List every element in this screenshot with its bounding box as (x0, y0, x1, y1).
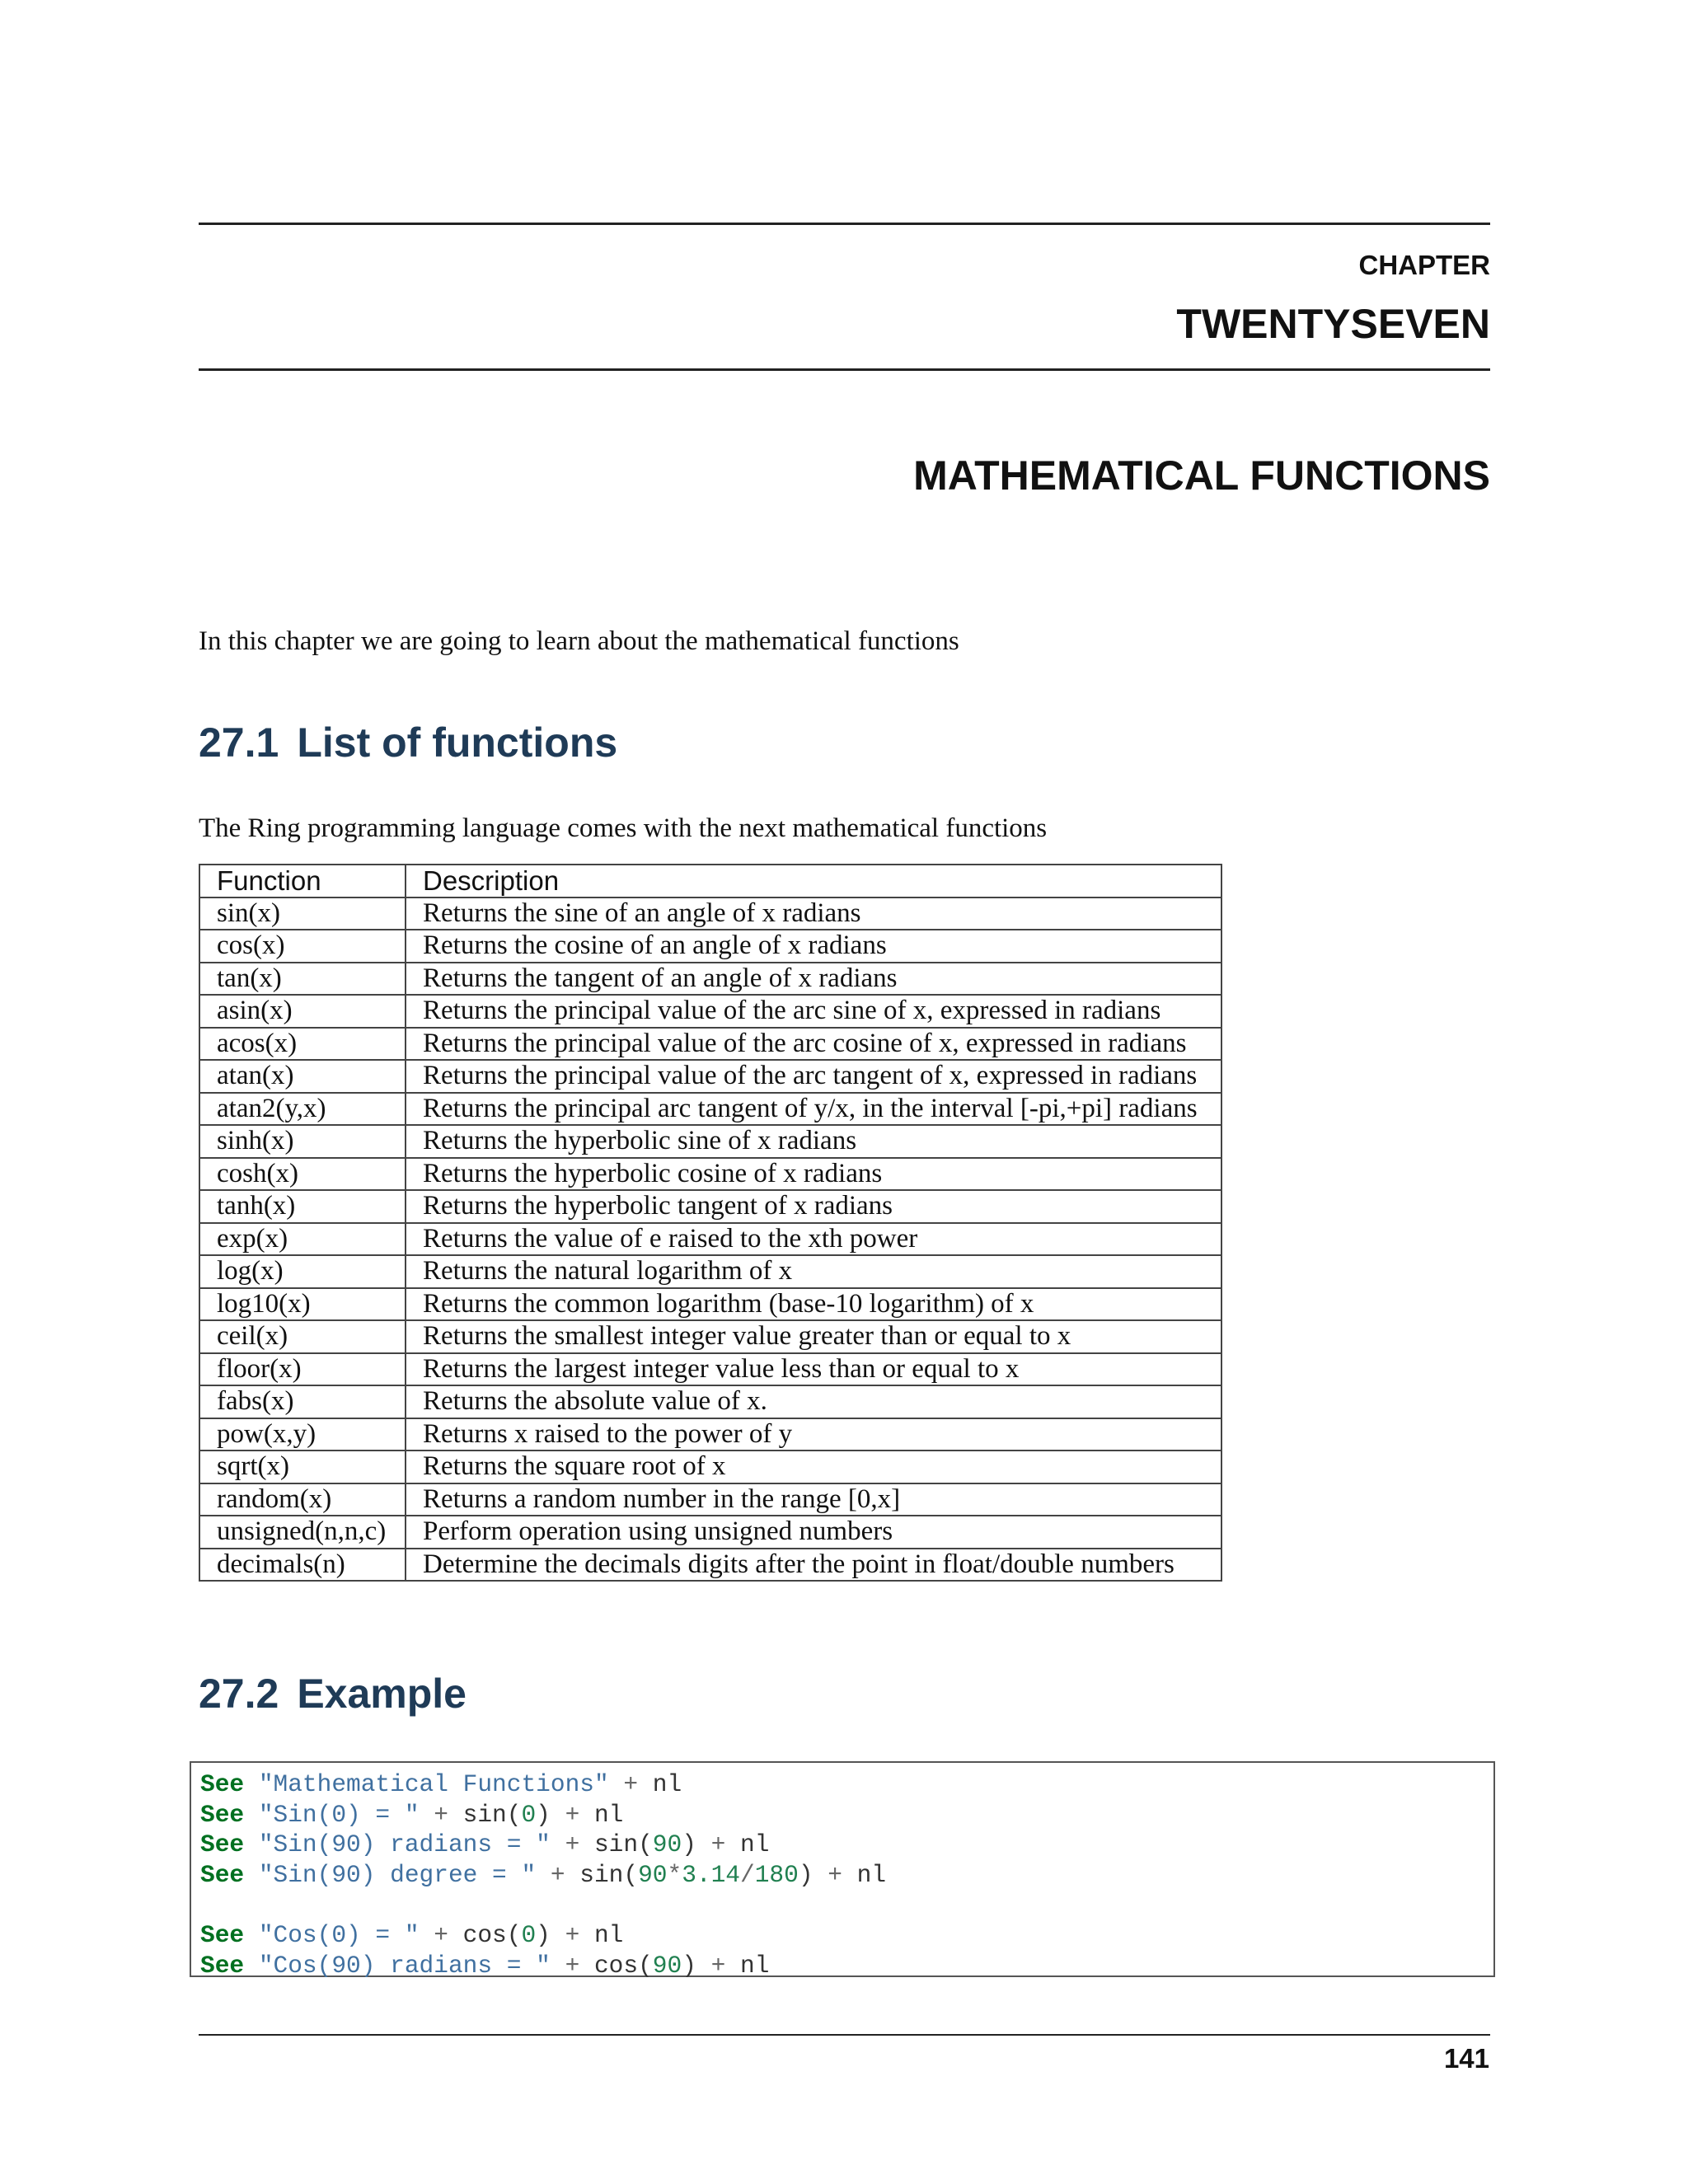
function-name-cell: cosh(x) (199, 1158, 406, 1191)
column-header-function: Function (199, 865, 406, 898)
code-line (200, 1951, 1493, 1981)
column-header-description: Description (406, 865, 1221, 898)
function-description-cell: Returns the natural logarithm of x (406, 1255, 1221, 1288)
code-token: sin( (579, 1830, 653, 1859)
table-row (199, 1223, 1221, 1256)
code-token: "Cos(0) = " (258, 1920, 420, 1949)
code-token: nl (579, 1800, 624, 1829)
function-name-cell: sin(x) (199, 898, 406, 930)
code-token: See (200, 1830, 245, 1859)
table-row (199, 1255, 1221, 1288)
code-token: * (667, 1860, 682, 1889)
code-token: "Mathematical Functions" (258, 1770, 609, 1798)
chapter-rule (199, 368, 1490, 371)
table-row (199, 1418, 1221, 1451)
code-token (609, 1770, 624, 1798)
function-name-cell: tanh(x) (199, 1190, 406, 1223)
code-token: + (565, 1830, 580, 1859)
code-token: + (565, 1800, 580, 1829)
table-row (199, 1190, 1221, 1223)
code-token: ) (536, 1800, 565, 1829)
function-name-cell: fabs(x) (199, 1385, 406, 1418)
table-row (199, 1483, 1221, 1516)
function-name-cell: acos(x) (199, 1028, 406, 1061)
code-token: cos( (448, 1920, 522, 1949)
code-token: sin( (448, 1800, 522, 1829)
function-name-cell: atan(x) (199, 1060, 406, 1093)
function-description-cell: Returns a random number in the range [0,x] (406, 1483, 1221, 1516)
table-row (199, 1516, 1221, 1549)
function-name-cell: sinh(x) (199, 1125, 406, 1158)
function-description-cell: Returns the absolute value of x. (406, 1385, 1221, 1418)
code-token: See (200, 1920, 245, 1949)
function-description-cell: Returns the hyperbolic tangent of x radians (406, 1190, 1221, 1223)
function-description-cell: Returns the sine of an angle of x radians (406, 898, 1221, 930)
table-row (199, 1385, 1221, 1418)
code-token: + (828, 1860, 842, 1889)
code-token: ) (536, 1920, 565, 1949)
code-token (420, 1801, 434, 1829)
code-token (244, 1861, 259, 1889)
code-token: + (550, 1860, 565, 1889)
section-heading-list-of-functions (199, 719, 617, 766)
code-line (200, 1769, 1493, 1800)
code-line (200, 1860, 1493, 1891)
code-token: + (565, 1951, 580, 1980)
table-row (199, 1451, 1221, 1483)
code-token (244, 1952, 259, 1980)
code-token (551, 1830, 565, 1858)
code-line (200, 1920, 1493, 1951)
code-token: "Sin(90) radians = " (258, 1830, 551, 1859)
table-row (199, 1093, 1221, 1126)
code-token: See (200, 1800, 245, 1829)
table-row (199, 995, 1221, 1028)
function-name-cell: random(x) (199, 1483, 406, 1516)
function-description-cell: Returns the value of e raised to the xth power (406, 1223, 1221, 1256)
code-token (244, 1830, 259, 1858)
chapter-title: MATHEMATICAL FUNCTIONS (913, 452, 1490, 499)
function-name-cell: atan2(y,x) (199, 1093, 406, 1126)
table-header-row (199, 865, 1221, 898)
function-name-cell: tan(x) (199, 963, 406, 996)
table-row (199, 1158, 1221, 1191)
function-description-cell: Returns the smallest integer value greater than or equal to x (406, 1320, 1221, 1353)
function-name-cell: cos(x) (199, 930, 406, 963)
function-name-cell: decimals(n) (199, 1549, 406, 1582)
table-row (199, 1353, 1221, 1386)
section-heading-example (199, 1670, 467, 1718)
function-description-cell: Perform operation using unsigned numbers (406, 1516, 1221, 1549)
function-description-cell: Returns the principal arc tangent of y/x, in the interval [-pi,+pi] radians (406, 1093, 1221, 1126)
code-line (200, 1830, 1493, 1860)
function-description-cell: Returns the common logarithm (base-10 logarithm) of x (406, 1288, 1221, 1321)
function-description-cell: Returns the hyperbolic sine of x radians (406, 1125, 1221, 1158)
table-row (199, 898, 1221, 930)
section-number: 27.1 (199, 719, 279, 766)
code-token: + (710, 1951, 726, 1980)
function-name-cell: log10(x) (199, 1288, 406, 1321)
code-token: ) (798, 1860, 828, 1889)
code-token (244, 1801, 259, 1829)
function-description-cell: Returns the principal value of the arc cosine of x, expressed in radians (406, 1028, 1221, 1061)
chapter-label: CHAPTER (1358, 250, 1490, 280)
function-description-cell: Returns the square root of x (406, 1451, 1221, 1483)
top-rule (199, 223, 1490, 225)
code-token: See (200, 1860, 245, 1889)
code-line (200, 1800, 1493, 1830)
table-row (199, 1125, 1221, 1158)
code-token: nl (842, 1860, 887, 1889)
table-row (199, 1288, 1221, 1321)
section-title: Example (297, 1671, 467, 1717)
table-body (199, 898, 1221, 1582)
code-token: / (740, 1860, 755, 1889)
table-row (199, 930, 1221, 963)
function-description-cell: Returns x raised to the power of y (406, 1418, 1221, 1451)
code-token: See (200, 1951, 245, 1980)
code-token: ) (682, 1951, 711, 1980)
code-token (244, 1770, 259, 1798)
code-token: + (434, 1800, 448, 1829)
code-token: + (710, 1830, 726, 1859)
code-token: "Sin(0) = " (258, 1800, 420, 1829)
code-token: "Sin(90) degree = " (258, 1860, 537, 1889)
function-description-cell: Returns the tangent of an angle of x radians (406, 963, 1221, 996)
code-token: See (200, 1770, 245, 1798)
section-intro: The Ring programming language comes with the next mathematical functions (199, 813, 1048, 843)
function-description-cell: Returns the cosine of an angle of x radians (406, 930, 1221, 963)
function-description-cell: Returns the hyperbolic cosine of x radians (406, 1158, 1221, 1191)
function-description-cell: Returns the principal value of the arc sine of x, expressed in radians (406, 995, 1221, 1028)
function-name-cell: floor(x) (199, 1353, 406, 1386)
code-token: 0 (521, 1800, 537, 1829)
function-name-cell: exp(x) (199, 1223, 406, 1256)
code-token: ) (682, 1830, 711, 1859)
code-token (420, 1921, 434, 1949)
code-line (200, 1890, 1493, 1920)
function-description-cell: Returns the largest integer value less than or equal to x (406, 1353, 1221, 1386)
code-token: 0 (521, 1920, 537, 1949)
functions-table (199, 864, 1222, 1582)
code-token: sin( (565, 1860, 639, 1889)
section-title: List of functions (297, 719, 618, 766)
function-name-cell: pow(x,y) (199, 1418, 406, 1451)
function-name-cell: ceil(x) (199, 1320, 406, 1353)
table-row (199, 1028, 1221, 1061)
code-token: + (565, 1920, 580, 1949)
code-token: cos( (579, 1951, 653, 1980)
code-token: + (623, 1770, 639, 1798)
table-row (199, 1549, 1221, 1582)
code-token: 90 (652, 1951, 682, 1980)
footer-rule (199, 2034, 1490, 2036)
code-token: nl (725, 1951, 770, 1980)
code-token: + (434, 1920, 448, 1949)
code-token: 3.14 (682, 1860, 741, 1889)
table-row (199, 1060, 1221, 1093)
table-row (199, 1320, 1221, 1353)
code-token: 90 (638, 1860, 668, 1889)
code-token (551, 1952, 565, 1980)
chapter-number: TWENTYSEVEN (1176, 301, 1490, 347)
code-token: nl (638, 1770, 682, 1798)
section-number: 27.2 (199, 1671, 279, 1717)
function-name-cell: asin(x) (199, 995, 406, 1028)
function-name-cell: unsigned(n,n,c) (199, 1516, 406, 1549)
code-token: 90 (652, 1830, 682, 1859)
code-token (536, 1861, 551, 1889)
code-token: nl (725, 1830, 770, 1859)
chapter-intro: In this chapter we are going to learn about the mathematical functions (199, 626, 959, 656)
code-block (190, 1761, 1495, 1980)
function-name-cell: log(x) (199, 1255, 406, 1288)
page-number: 141 (1443, 2043, 1489, 2074)
function-description-cell: Determine the decimals digits after the point in float/double numbers (406, 1549, 1221, 1582)
code-token: "Cos(90) radians = " (258, 1951, 551, 1980)
code-token: 180 (754, 1860, 799, 1889)
table-row (199, 963, 1221, 996)
code-token (244, 1921, 259, 1949)
code-token: nl (579, 1920, 624, 1949)
function-name-cell: sqrt(x) (199, 1451, 406, 1483)
function-description-cell: Returns the principal value of the arc tangent of x, expressed in radians (406, 1060, 1221, 1093)
